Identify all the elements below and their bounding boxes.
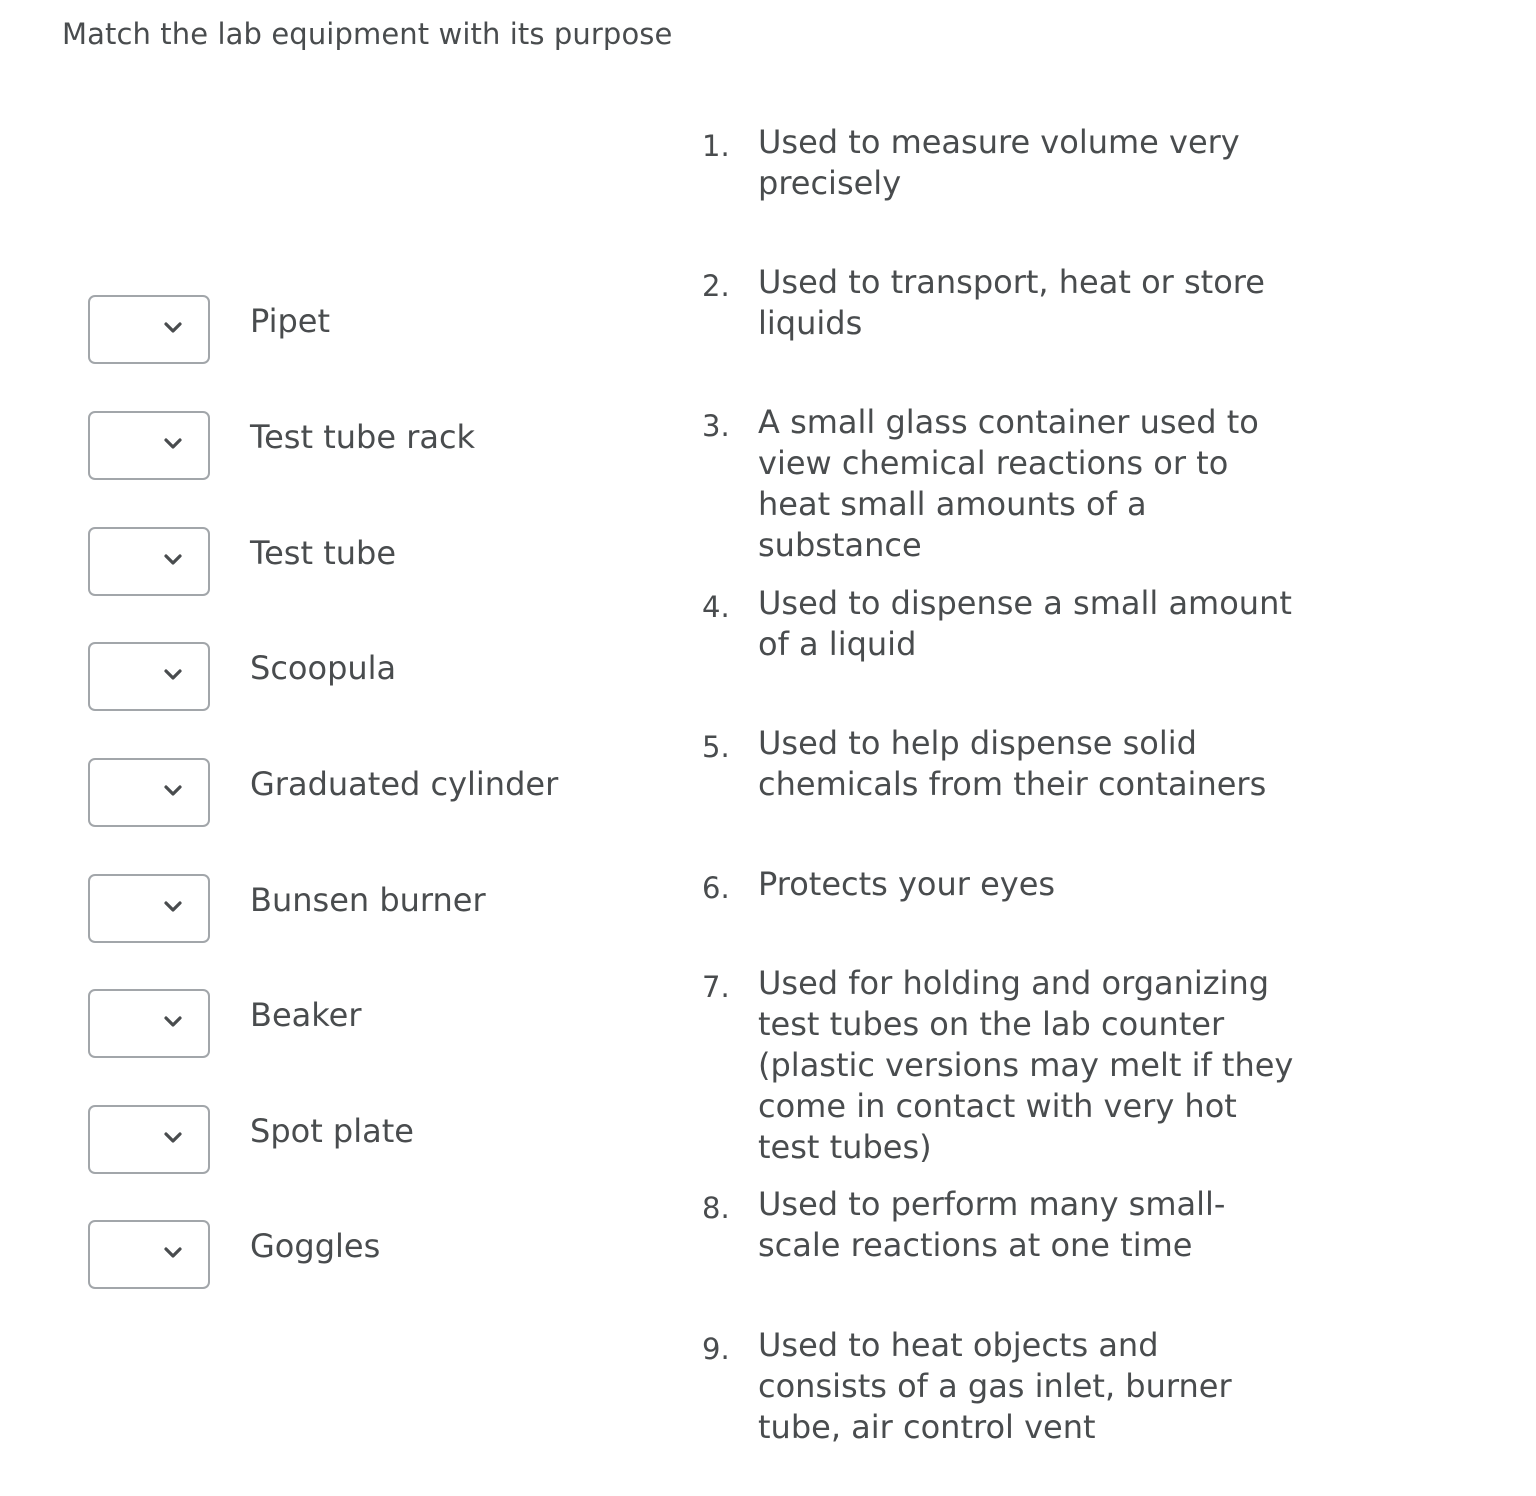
choice-number: 2.: [702, 269, 730, 303]
match-row: [88, 1220, 648, 1292]
chevron-down-icon: [163, 1246, 183, 1260]
match-row: [88, 758, 648, 830]
choice-number: 1.: [702, 129, 730, 163]
choice-text: Used to measure volume very precisely: [758, 123, 1240, 202]
match-select[interactable]: [88, 411, 210, 480]
equipment-label: Test tube: [250, 534, 397, 572]
equipment-label: Pipet: [250, 302, 331, 340]
choice-text: Used to dispense a small amount of a liquid: [758, 584, 1292, 663]
match-select[interactable]: [88, 295, 210, 364]
match-select[interactable]: [88, 874, 210, 943]
choice-text: A small glass container used to view chemical reactions or to heat small amounts of a substance: [758, 403, 1259, 564]
equipment-label: Goggles: [250, 1227, 381, 1265]
chevron-down-icon: [163, 553, 183, 567]
choice-text: Used to heat objects and consists of a gas inlet, burner tube, air control vent: [758, 1326, 1232, 1446]
choice-text: Used to perform many small-scale reactions at one time: [758, 1185, 1226, 1264]
choice-number: 8.: [702, 1191, 730, 1225]
choice-number: 9.: [702, 1332, 730, 1366]
equipment-label: Beaker: [250, 996, 362, 1034]
choice-text: Protects your eyes: [758, 865, 1056, 903]
match-row: [88, 295, 648, 367]
chevron-down-icon: [163, 668, 183, 682]
choice-number: 6.: [702, 871, 730, 905]
match-select[interactable]: [88, 989, 210, 1058]
match-select[interactable]: [88, 1220, 210, 1289]
match-select[interactable]: [88, 1105, 210, 1174]
match-row: [88, 874, 648, 946]
chevron-down-icon: [163, 321, 183, 335]
chevron-down-icon: [163, 900, 183, 914]
equipment-label: Graduated cylinder: [250, 765, 559, 803]
match-select[interactable]: [88, 642, 210, 711]
match-select[interactable]: [88, 758, 210, 827]
match-row: [88, 1105, 648, 1177]
choice-number: 5.: [702, 730, 730, 764]
equipment-label: Scoopula: [250, 649, 397, 687]
choice-text: Used to transport, heat or store liquids: [758, 263, 1265, 342]
chevron-down-icon: [163, 1015, 183, 1029]
choice-number: 4.: [702, 590, 730, 624]
match-select[interactable]: [88, 527, 210, 596]
match-row: [88, 989, 648, 1061]
choice-number: 3.: [702, 409, 730, 443]
chevron-down-icon: [163, 437, 183, 451]
choice-number: 7.: [702, 970, 730, 1004]
choice-text: Used to help dispense solid chemicals from their containers: [758, 724, 1267, 803]
equipment-label: Bunsen burner: [250, 881, 486, 919]
match-row: [88, 411, 648, 483]
chevron-down-icon: [163, 1131, 183, 1145]
chevron-down-icon: [163, 784, 183, 798]
equipment-label: Spot plate: [250, 1112, 414, 1150]
equipment-label: Test tube rack: [250, 418, 476, 456]
question-title: Match the lab equipment with its purpose: [62, 17, 673, 51]
match-row: [88, 527, 648, 599]
choice-text: Used for holding and organizing test tubes on the lab counter (plastic versions may melt if they come in contact with very hot test tubes): [758, 964, 1294, 1166]
match-row: [88, 642, 648, 714]
